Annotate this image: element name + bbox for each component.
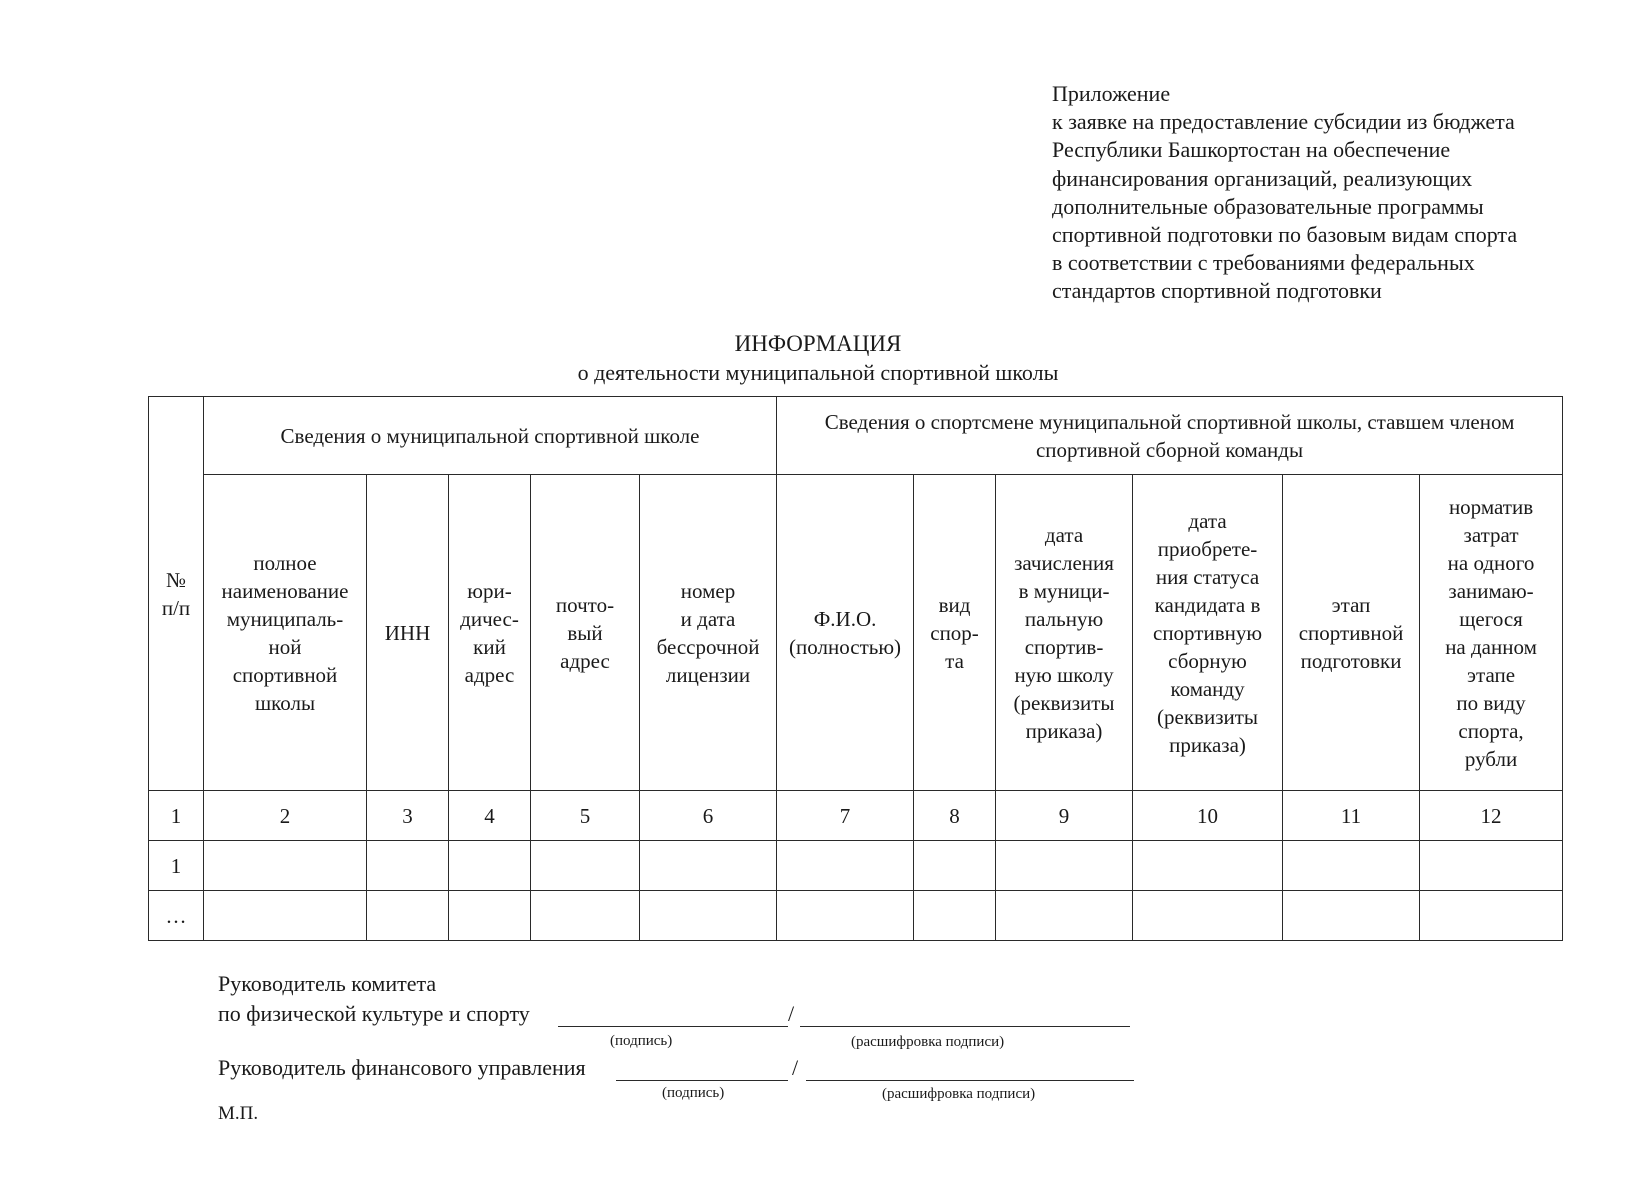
signature-caption: (подпись) — [662, 1085, 725, 1101]
table-column-header-row — [149, 475, 1563, 791]
header-cell-cost-standard: норматив затрат на одного занимаю- щегося на данном этапе по виду спорта, рубли — [1420, 475, 1563, 791]
table-cell — [367, 891, 449, 941]
table-cell — [777, 841, 914, 891]
table-cell: … — [149, 891, 204, 941]
table-numbering-row — [149, 791, 1563, 841]
committee-signature-decoding-field[interactable] — [800, 1026, 1130, 1027]
appendix-line: дополнительные образовательные программы — [1052, 193, 1484, 219]
table-cell — [640, 841, 777, 891]
appendix-line: финансирования организаций, реализующих — [1052, 165, 1473, 191]
table-cell — [531, 841, 640, 891]
table-cell — [204, 891, 367, 941]
appendix-header — [1052, 80, 1592, 306]
table-group-header-row — [149, 397, 1563, 475]
table-cell — [531, 891, 640, 941]
numbering-cell: 6 — [640, 791, 777, 841]
signature-decoding-caption: (расшифровка подписи) — [882, 1086, 1036, 1102]
header-cell-postal-address: почто- вый адрес — [531, 475, 640, 791]
numbering-cell: 5 — [531, 791, 640, 841]
numbering-cell: 2 — [204, 791, 367, 841]
table-cell — [1283, 891, 1420, 941]
header-group-school: Сведения о муниципальной спортивной школе — [204, 397, 777, 475]
numbering-cell: 11 — [1283, 791, 1420, 841]
numbering-cell: 8 — [914, 791, 996, 841]
header-cell-enrollment-date: дата зачисления в муници- пальную спортив- ную школу (реквизиты приказа) — [996, 475, 1133, 791]
header-cell-inn: ИНН — [367, 475, 449, 791]
header-cell-sport: вид спор- та — [914, 475, 996, 791]
appendix-line: в соответствии с требованиями федеральных — [1052, 250, 1475, 276]
table-cell — [204, 841, 367, 891]
signature-caption: (подпись) — [610, 1033, 673, 1049]
committee-head-title: Руководитель комитета — [218, 971, 437, 996]
header-cell-training-stage: этап спортивной подготовки — [1283, 475, 1420, 791]
appendix-line: стандартов спортивной подготовки — [1052, 278, 1382, 304]
table-cell — [1133, 891, 1283, 941]
table-cell — [449, 891, 531, 941]
numbering-cell: 4 — [449, 791, 531, 841]
signature-separator: / — [792, 1055, 799, 1080]
appendix-line: спортивной подготовки по базовым видам спорта — [1052, 222, 1518, 248]
document-title: ИНФОРМАЦИЯ — [734, 331, 902, 356]
signature-separator: / — [788, 1001, 795, 1026]
finance-signature-field[interactable] — [616, 1080, 788, 1081]
table-cell — [914, 891, 996, 941]
numbering-cell: 9 — [996, 791, 1133, 841]
header-group-athlete: Сведения о спортсмене муниципальной спортивной школы, ставшем членом спортивной сборной команды — [777, 397, 1563, 475]
numbering-cell: 7 — [777, 791, 914, 841]
table-cell — [914, 841, 996, 891]
document-subtitle: о деятельности муниципальной спортивной школы — [577, 360, 1059, 385]
table-cell — [367, 841, 449, 891]
table-cell — [1420, 891, 1563, 941]
table-cell — [1420, 841, 1563, 891]
table-cell: 1 — [149, 841, 204, 891]
school-info-table — [148, 396, 1563, 941]
table-cell — [1133, 841, 1283, 891]
committee-signature-field[interactable] — [558, 1026, 788, 1027]
finance-signature-decoding-field[interactable] — [806, 1080, 1134, 1081]
stamp-placeholder: М.П. — [218, 1103, 259, 1124]
table-row — [149, 841, 1563, 891]
header-cell-school-name: полное наименование муниципаль- ной спортивной школы — [204, 475, 367, 791]
appendix-line: Приложение — [1052, 81, 1171, 106]
header-cell-number: № п/п — [149, 397, 204, 791]
numbering-cell: 3 — [367, 791, 449, 841]
committee-head-title-line2: по физической культуре и спорту — [218, 1001, 530, 1026]
header-cell-full-name: Ф.И.О. (полностью) — [777, 475, 914, 791]
table-cell — [996, 891, 1133, 941]
appendix-line: Республики Башкортостан на обеспечение — [1052, 137, 1451, 163]
table-cell — [1283, 841, 1420, 891]
table-cell — [640, 891, 777, 941]
table-cell — [449, 841, 531, 891]
numbering-cell: 10 — [1133, 791, 1283, 841]
table-cell — [777, 891, 914, 941]
header-cell-license: номер и дата бессрочной лицензии — [640, 475, 777, 791]
header-cell-legal-address: юри- дичес- кий адрес — [449, 475, 531, 791]
header-cell-candidate-date: дата приобрете- ния статуса кандидата в спортивную сборную команду (реквизиты приказа) — [1133, 475, 1283, 791]
table-cell — [996, 841, 1133, 891]
table-row — [149, 891, 1563, 941]
numbering-cell: 1 — [149, 791, 204, 841]
appendix-line: к заявке на предоставление субсидии из бюджета — [1052, 109, 1515, 135]
finance-head-title: Руководитель финансового управления — [218, 1055, 586, 1080]
numbering-cell: 12 — [1420, 791, 1563, 841]
signature-decoding-caption: (расшифровка подписи) — [851, 1034, 1005, 1050]
